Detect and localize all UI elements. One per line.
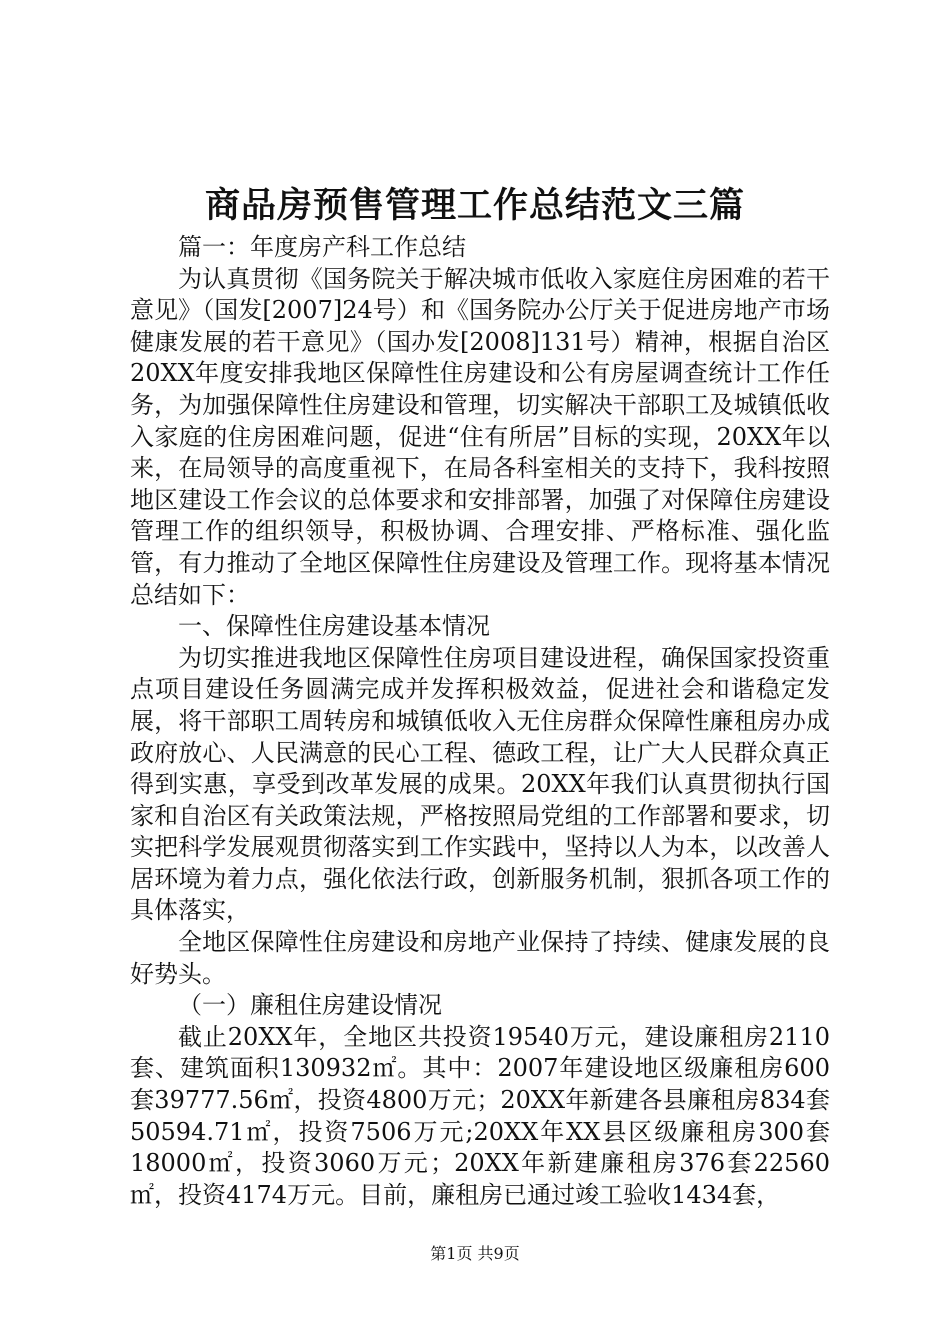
document-title: 商品房预售管理工作总结范文三篇 <box>204 185 745 226</box>
section-heading-low-rent-housing: （一）廉租住房建设情况 <box>178 991 442 1020</box>
paragraph-intro: 为认真贯彻《国务院关于解决城市低收入家庭住房困难的若干意见》（国发[2007]24号）和《国务院办公厅关于促进房地产市场健康发展的若干意见》（国办发[2008]131号）精神，根据自治区20XX年度安排我地区保障性住房建设和公有房屋调查统计工作任务，为加强保障性住房建设和管理，切实解决干部职工及城镇低收入家庭的住房困难问题，促进“住有所居”目标的实现，20XX年以来，在局领导的高度重视下，在局各科室相关的支持下，我科按照地区建设工作会议的总体要求和安排部署，加强了对保障住房建设管理工作的组织领导，积极协调、合理安排、严格标准、强化监管，有力推动了全地区保障性住房建设及管理工作。现将基本情况总结如下： <box>130 264 830 609</box>
paragraph-progress: 为切实推进我地区保障性住房项目建设进程，确保国家投资重点项目建设任务圆满完成并发挥积极效益，促进社会和谐稳定发展，将干部职工周转房和城镇低收入无住房群众保障性廉租房办成政府放心、人民满意的民心工程、德政工程，让广大人民群众真正得到实惠，享受到改革发展的成果。20XX年我们认真贯彻执行国家和自治区有关政策法规，严格按照局党组的工作部署和要求，切实把科学发展观贯彻落实到工作实践中，坚持以人为本，以改善人居环境为着力点，强化依法行政，创新服务机制，狠抓各项工作的具体落实， <box>130 643 830 925</box>
document-body <box>130 232 830 1211</box>
section-heading-part-one: 篇一：年度房产科工作总结 <box>178 233 466 261</box>
section-heading-basic-situation: 一、保障性住房建设基本情况 <box>178 612 490 641</box>
paragraph-low-rent-stats: 截止20XX年，全地区共投资19540万元，建设廉租房2110套、建筑面积130932㎡。其中：2007年建设地区级廉租房600套39777.56㎡，投资4800万元；20XX年新建各县廉租房834套50594.71㎡，投资7506万元;20XX年XX县区级廉租房300套18000㎡，投资3060万元；20XX年新建廉租房376套22560㎡，投资4174万元。目前，廉租房已通过竣工验收1434套， <box>130 1022 830 1209</box>
paragraph-development: 全地区保障性住房建设和房地产业保持了持续、健康发展的良好势头。 <box>130 928 830 988</box>
page-number-footer: 第1页 共9页 <box>430 1244 520 1263</box>
